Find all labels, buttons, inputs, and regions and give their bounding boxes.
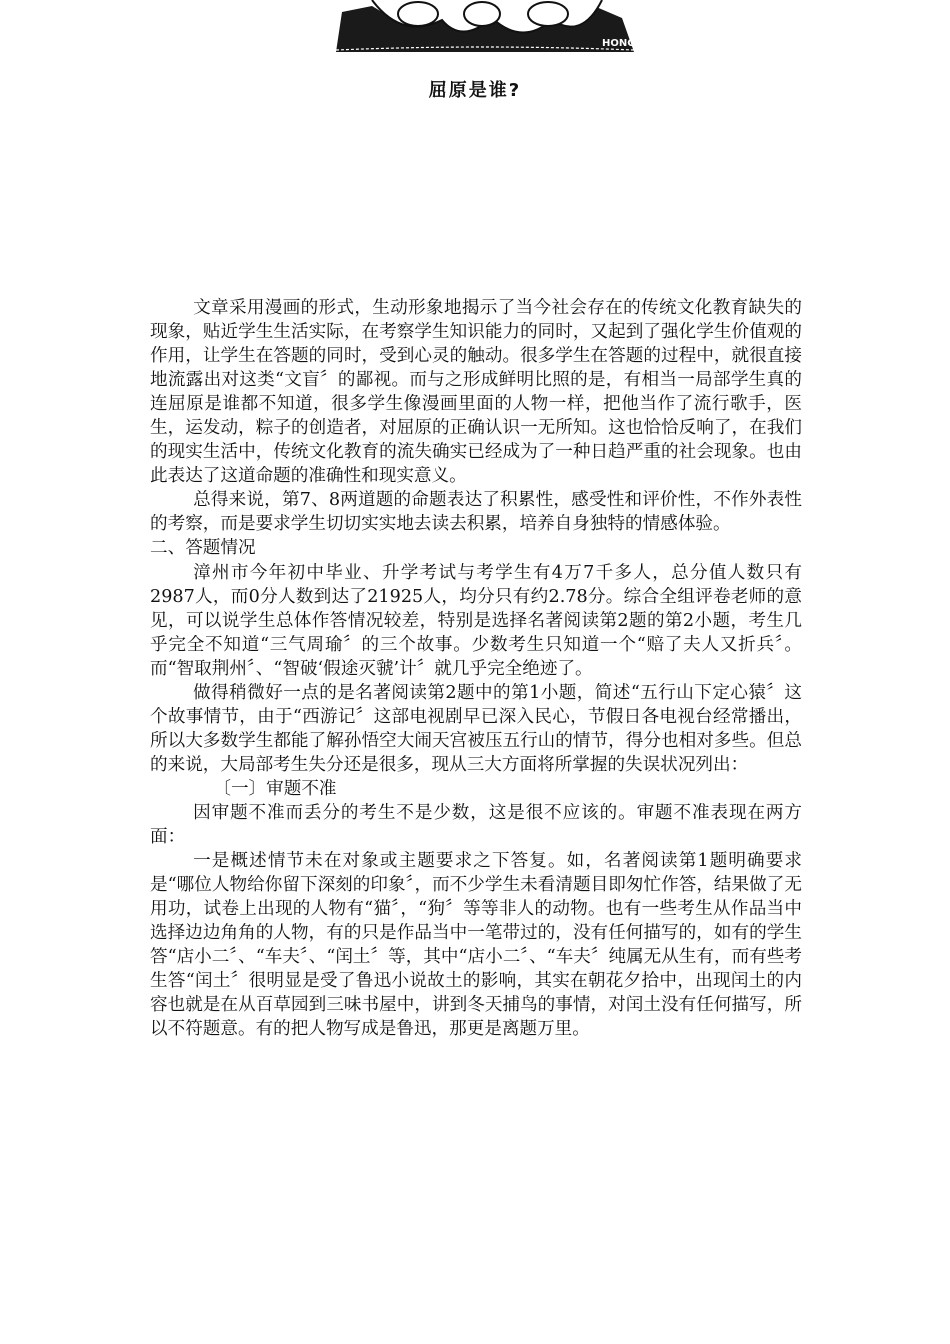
paragraph-6: 一是概述情节未在对象或主题要求之下答复。如，名著阅读第1题明确要求是“哪位人物给你留下深刻的印象〞，而不少学生未看清题目即匆忙作答，结果做了无用功，试卷上出现的人物有“猫〞，“狗〞等等非人的动物。也有一些考生从作品当中选择边边角角的人物，有的只是作品当中一笔带过的，没有任何描写的，如有的学生答“店小二〞、“车夫〞、“闰土〞等，其中“店小二〞、“车夫〞纯属无从生有，而有些考生答“闰土〞很明显是受了鲁迅小说故土的影响，其实在朝花夕拾中，出现闰土的内容也就是在从百草园到三味书屋中，讲到冬天捕鸟的事情，对闰土没有任何描写，所以不符题意。有的把人物写成是鲁迅，那更是离题万里。 <box>150 851 802 1040</box>
document-body <box>150 296 802 1041</box>
paragraph-2: 总得来说，第7、8两道题的命题表达了积累性，感受性和评价性，不作外表性的考察，而是要求学生切切实实地去读去积累，培养自身独特的情感体验。 <box>150 490 802 535</box>
subsection-heading: 〔一〕审题不准 <box>213 778 337 799</box>
paragraph-3: 漳州市今年初中毕业、升学考试与考学生有4万7千多人，总分值人数只有2987人，而0分人数到达了21925人，均分只有约2.78分。综合全组评卷老师的意见，可以说学生总体作答情况较差，特别是选择名著阅读第2题的第2小题，考生几乎完全不知道“三气周瑜〞的三个故事。少数考生只知道一个“赔了夫人又折兵〞。而“智取荆州〞、“智破‘假途灭虢’计〞就几乎完全绝迹了。 <box>150 562 802 679</box>
paragraph-5: 因审题不准而丢分的考生不是少数，这是很不应该的。审题不准表现在两方面： <box>150 802 802 848</box>
cartoon-illustration <box>332 0 640 62</box>
paragraph-4: 做得稍微好一点的是名著阅读第2题中的第1小题，简述“五行山下定心猿〞这个故事情节，由于“西游记〞这部电视剧早已深入民心，节假日各电视台经常播出，所以大多数学生都能了解孙悟空大闹天宫被压五行山的情节，得分也相对多些。但总的来说，大局部考生失分还是很多，现从三大方面将所掌握的失误状况列出： <box>150 682 802 775</box>
cartoon-caption: 屈原是谁? <box>428 80 522 101</box>
cartoon-signature: HONG <box>602 38 636 49</box>
section-heading: 二、答题情况 <box>150 538 256 559</box>
paragraph-1: 文章采用漫画的形式，生动形象地揭示了当今社会存在的传统文化教育缺失的现象，贴近学生生活实际，在考察学生知识能力的同时，又起到了强化学生价值观的作用，让学生在答题的同时，受到心灵的触动。很多学生在答题的过程中，就很直接地流露出对这类“文盲〞的鄙视。而与之形成鲜明比照的是，有相当一局部学生真的连屈原是谁都不知道，很多学生像漫画里面的人物一样，把他当作了流行歌手，医生，运发动，粽子的创造者，对屈原的正确认识一无所知。这也恰恰反响了，在我们的现实生活中，传统文化教育的流失确实已经成为了一种日趋严重的社会现象。也由此表达了这道命题的准确性和现实意义。 <box>150 298 802 487</box>
